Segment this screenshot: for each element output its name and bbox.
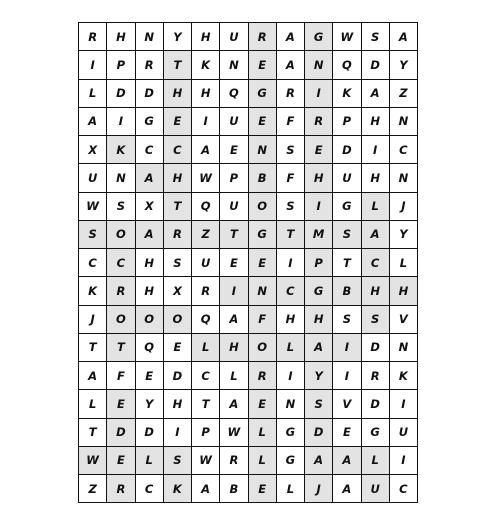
grid-cell[interactable]: S xyxy=(362,23,390,51)
grid-cell[interactable]: G xyxy=(305,23,333,51)
grid-cell[interactable]: E xyxy=(249,475,277,503)
grid-cell[interactable]: H xyxy=(362,277,390,305)
grid-cell[interactable]: L xyxy=(277,334,305,362)
grid-cell[interactable]: F xyxy=(277,108,305,136)
grid-cell[interactable]: G xyxy=(277,419,305,447)
grid-cell[interactable]: I xyxy=(79,51,107,79)
grid-cell[interactable]: K xyxy=(107,136,135,164)
grid-cell[interactable]: R xyxy=(220,447,248,475)
grid-cell[interactable]: I xyxy=(362,136,390,164)
grid-cell[interactable]: N xyxy=(220,51,248,79)
grid-cell[interactable]: U xyxy=(362,475,390,503)
grid-cell[interactable]: D xyxy=(362,390,390,418)
grid-cell[interactable]: T xyxy=(79,419,107,447)
grid-cell[interactable]: E xyxy=(249,51,277,79)
grid-cell[interactable]: T xyxy=(192,390,220,418)
grid-cell[interactable]: A xyxy=(136,221,164,249)
grid-cell[interactable]: D xyxy=(107,419,135,447)
grid-cell[interactable]: G xyxy=(136,108,164,136)
grid-cell[interactable]: A xyxy=(362,221,390,249)
grid-cell[interactable]: U xyxy=(79,164,107,192)
grid-cell[interactable]: N xyxy=(249,136,277,164)
grid-cell[interactable]: H xyxy=(362,108,390,136)
grid-cell[interactable]: Q xyxy=(136,334,164,362)
grid-cell[interactable]: F xyxy=(249,306,277,334)
grid-cell[interactable]: L xyxy=(79,390,107,418)
grid-cell[interactable]: L xyxy=(362,193,390,221)
grid-cell[interactable]: W xyxy=(220,419,248,447)
grid-cell[interactable]: A xyxy=(305,447,333,475)
grid-cell[interactable]: D xyxy=(136,419,164,447)
grid-cell[interactable]: R xyxy=(164,221,192,249)
grid-cell[interactable]: G xyxy=(333,193,361,221)
grid-cell[interactable]: W xyxy=(79,447,107,475)
grid-cell[interactable]: D xyxy=(362,51,390,79)
grid-cell[interactable]: F xyxy=(277,164,305,192)
grid-cell[interactable]: U xyxy=(333,164,361,192)
grid-cell[interactable]: T xyxy=(107,334,135,362)
grid-cell[interactable]: Y xyxy=(164,23,192,51)
grid-cell[interactable]: N xyxy=(305,51,333,79)
grid-cell[interactable]: E xyxy=(249,249,277,277)
grid-cell[interactable]: T xyxy=(79,334,107,362)
grid-cell[interactable]: E xyxy=(164,334,192,362)
grid-cell[interactable]: E xyxy=(249,108,277,136)
grid-cell[interactable]: A xyxy=(333,447,361,475)
grid-cell[interactable]: L xyxy=(249,419,277,447)
grid-cell[interactable]: X xyxy=(164,277,192,305)
grid-cell[interactable]: I xyxy=(305,80,333,108)
grid-cell[interactable]: P xyxy=(333,108,361,136)
grid-cell[interactable]: L xyxy=(362,447,390,475)
grid-cell[interactable]: S xyxy=(305,390,333,418)
grid-cell[interactable]: Q xyxy=(220,80,248,108)
grid-cell[interactable]: C xyxy=(164,136,192,164)
grid-cell[interactable]: D xyxy=(107,80,135,108)
grid-cell[interactable]: V xyxy=(390,306,418,334)
grid-cell[interactable]: T xyxy=(164,51,192,79)
grid-cell[interactable]: R xyxy=(79,23,107,51)
grid-cell[interactable]: L xyxy=(220,362,248,390)
grid-cell[interactable]: I xyxy=(277,249,305,277)
grid-cell[interactable]: V xyxy=(333,390,361,418)
grid-cell[interactable]: H xyxy=(192,80,220,108)
grid-cell[interactable]: X xyxy=(79,136,107,164)
grid-cell[interactable]: O xyxy=(164,306,192,334)
grid-cell[interactable]: R xyxy=(362,362,390,390)
grid-cell[interactable]: U xyxy=(192,249,220,277)
grid-cell[interactable]: A xyxy=(305,334,333,362)
grid-cell[interactable]: Y xyxy=(390,51,418,79)
grid-cell[interactable]: Y xyxy=(136,390,164,418)
grid-cell[interactable]: D xyxy=(333,136,361,164)
grid-cell[interactable]: H xyxy=(305,164,333,192)
grid-cell[interactable]: A xyxy=(192,136,220,164)
grid-cell[interactable]: S xyxy=(277,136,305,164)
grid-cell[interactable]: R xyxy=(249,362,277,390)
grid-cell[interactable]: P xyxy=(305,249,333,277)
grid-cell[interactable]: C xyxy=(192,362,220,390)
grid-cell[interactable]: N xyxy=(277,390,305,418)
grid-cell[interactable]: M xyxy=(305,221,333,249)
grid-cell[interactable]: U xyxy=(220,108,248,136)
grid-cell[interactable]: K xyxy=(390,362,418,390)
grid-cell[interactable]: T xyxy=(277,221,305,249)
grid-cell[interactable]: P xyxy=(192,419,220,447)
grid-cell[interactable]: L xyxy=(136,447,164,475)
grid-cell[interactable]: A xyxy=(333,475,361,503)
grid-cell[interactable]: Z xyxy=(192,221,220,249)
grid-cell[interactable]: S xyxy=(362,306,390,334)
grid-cell[interactable]: K xyxy=(164,475,192,503)
grid-cell[interactable]: G xyxy=(305,277,333,305)
grid-cell[interactable]: X xyxy=(136,193,164,221)
grid-cell[interactable]: R xyxy=(107,277,135,305)
grid-cell[interactable]: S xyxy=(79,221,107,249)
grid-cell[interactable]: T xyxy=(333,249,361,277)
grid-cell[interactable]: L xyxy=(249,447,277,475)
grid-cell[interactable]: C xyxy=(390,475,418,503)
grid-cell[interactable]: H xyxy=(136,277,164,305)
grid-cell[interactable]: C xyxy=(136,475,164,503)
grid-cell[interactable]: S xyxy=(333,306,361,334)
grid-cell[interactable]: E xyxy=(107,390,135,418)
grid-cell[interactable]: C xyxy=(390,136,418,164)
grid-cell[interactable]: B xyxy=(220,475,248,503)
grid-cell[interactable]: H xyxy=(107,23,135,51)
grid-cell[interactable]: A xyxy=(136,164,164,192)
grid-cell[interactable]: G xyxy=(249,221,277,249)
grid-cell[interactable]: N xyxy=(107,164,135,192)
grid-cell[interactable]: R xyxy=(277,80,305,108)
grid-cell[interactable]: Q xyxy=(192,306,220,334)
grid-cell[interactable]: S xyxy=(277,193,305,221)
grid-cell[interactable]: W xyxy=(192,447,220,475)
grid-cell[interactable]: R xyxy=(192,277,220,305)
grid-cell[interactable]: Z xyxy=(79,475,107,503)
grid-cell[interactable]: H xyxy=(305,306,333,334)
grid-cell[interactable]: E xyxy=(333,419,361,447)
grid-cell[interactable]: W xyxy=(79,193,107,221)
grid-cell[interactable]: E xyxy=(107,447,135,475)
grid-cell[interactable]: I xyxy=(333,362,361,390)
grid-cell[interactable]: A xyxy=(79,108,107,136)
grid-cell[interactable]: O xyxy=(107,306,135,334)
grid-cell[interactable]: H xyxy=(164,80,192,108)
grid-cell[interactable]: O xyxy=(249,334,277,362)
grid-cell[interactable]: Z xyxy=(390,80,418,108)
grid-cell[interactable]: A xyxy=(220,390,248,418)
grid-cell[interactable]: A xyxy=(220,306,248,334)
grid-cell[interactable]: P xyxy=(107,51,135,79)
grid-cell[interactable]: I xyxy=(192,108,220,136)
grid-cell[interactable]: A xyxy=(277,23,305,51)
grid-cell[interactable]: W xyxy=(333,23,361,51)
grid-cell[interactable]: H xyxy=(390,277,418,305)
grid-cell[interactable]: H xyxy=(362,164,390,192)
grid-cell[interactable]: I xyxy=(107,108,135,136)
grid-cell[interactable]: U xyxy=(220,193,248,221)
grid-cell[interactable]: I xyxy=(305,193,333,221)
grid-cell[interactable]: K xyxy=(79,277,107,305)
grid-cell[interactable]: I xyxy=(277,362,305,390)
grid-cell[interactable]: H xyxy=(164,390,192,418)
grid-cell[interactable]: P xyxy=(220,164,248,192)
grid-cell[interactable]: E xyxy=(249,390,277,418)
grid-cell[interactable]: E xyxy=(220,249,248,277)
grid-cell[interactable]: I xyxy=(333,334,361,362)
grid-cell[interactable]: D xyxy=(305,419,333,447)
grid-cell[interactable]: J xyxy=(390,193,418,221)
grid-cell[interactable]: O xyxy=(107,221,135,249)
grid-cell[interactable]: R xyxy=(249,23,277,51)
grid-cell[interactable]: G xyxy=(249,80,277,108)
grid-cell[interactable]: E xyxy=(305,136,333,164)
grid-cell[interactable]: A xyxy=(79,362,107,390)
grid-cell[interactable]: N xyxy=(249,277,277,305)
grid-cell[interactable]: L xyxy=(192,334,220,362)
grid-cell[interactable]: C xyxy=(136,136,164,164)
grid-cell[interactable]: I xyxy=(220,277,248,305)
grid-cell[interactable]: D xyxy=(164,362,192,390)
grid-cell[interactable]: H xyxy=(164,164,192,192)
grid-cell[interactable]: E xyxy=(220,136,248,164)
grid-cell[interactable]: S xyxy=(107,193,135,221)
grid-cell[interactable]: B xyxy=(333,277,361,305)
grid-cell[interactable]: O xyxy=(136,306,164,334)
grid-cell[interactable]: F xyxy=(107,362,135,390)
grid-cell[interactable]: L xyxy=(390,249,418,277)
grid-cell[interactable]: D xyxy=(136,80,164,108)
grid-cell[interactable]: G xyxy=(277,447,305,475)
grid-cell[interactable]: I xyxy=(164,419,192,447)
grid-cell[interactable]: N xyxy=(390,164,418,192)
grid-cell[interactable]: U xyxy=(390,419,418,447)
grid-cell[interactable]: J xyxy=(305,475,333,503)
grid-cell[interactable]: O xyxy=(249,193,277,221)
grid-cell[interactable]: G xyxy=(362,419,390,447)
grid-cell[interactable]: H xyxy=(192,23,220,51)
grid-cell[interactable]: K xyxy=(333,80,361,108)
grid-cell[interactable]: I xyxy=(390,447,418,475)
grid-cell[interactable]: B xyxy=(249,164,277,192)
grid-cell[interactable]: R xyxy=(305,108,333,136)
grid-cell[interactable]: Q xyxy=(192,193,220,221)
grid-cell[interactable]: Y xyxy=(390,221,418,249)
grid-cell[interactable]: T xyxy=(164,193,192,221)
grid-cell[interactable]: R xyxy=(107,475,135,503)
grid-cell[interactable]: Y xyxy=(305,362,333,390)
grid-cell[interactable]: A xyxy=(277,51,305,79)
grid-cell[interactable]: K xyxy=(192,51,220,79)
grid-cell[interactable]: R xyxy=(136,51,164,79)
grid-cell[interactable]: I xyxy=(390,390,418,418)
word-search-grid xyxy=(78,22,418,503)
grid-cell[interactable]: H xyxy=(136,249,164,277)
grid-cell[interactable]: S xyxy=(164,447,192,475)
grid-cell[interactable]: H xyxy=(220,334,248,362)
grid-cell[interactable]: W xyxy=(192,164,220,192)
grid-cell[interactable]: E xyxy=(136,362,164,390)
grid-cell[interactable]: N xyxy=(136,23,164,51)
grid-cell[interactable]: H xyxy=(277,306,305,334)
grid-cell[interactable]: S xyxy=(164,249,192,277)
grid-cell[interactable]: J xyxy=(79,306,107,334)
grid-cell[interactable]: N xyxy=(390,108,418,136)
grid-cell[interactable]: U xyxy=(220,23,248,51)
grid-cell[interactable]: N xyxy=(390,334,418,362)
grid-cell[interactable]: C xyxy=(79,249,107,277)
grid-cell[interactable]: D xyxy=(362,334,390,362)
grid-cell[interactable]: A xyxy=(362,80,390,108)
grid-cell[interactable]: A xyxy=(192,475,220,503)
grid-cell[interactable]: L xyxy=(79,80,107,108)
grid-cell[interactable]: C xyxy=(362,249,390,277)
grid-cell[interactable]: A xyxy=(390,23,418,51)
grid-cell[interactable]: L xyxy=(277,475,305,503)
grid-cell[interactable]: Q xyxy=(333,51,361,79)
grid-cell[interactable]: E xyxy=(164,108,192,136)
grid-cell[interactable]: S xyxy=(333,221,361,249)
grid-cell[interactable]: T xyxy=(220,221,248,249)
grid-cell[interactable]: C xyxy=(107,249,135,277)
grid-cell[interactable]: C xyxy=(277,277,305,305)
